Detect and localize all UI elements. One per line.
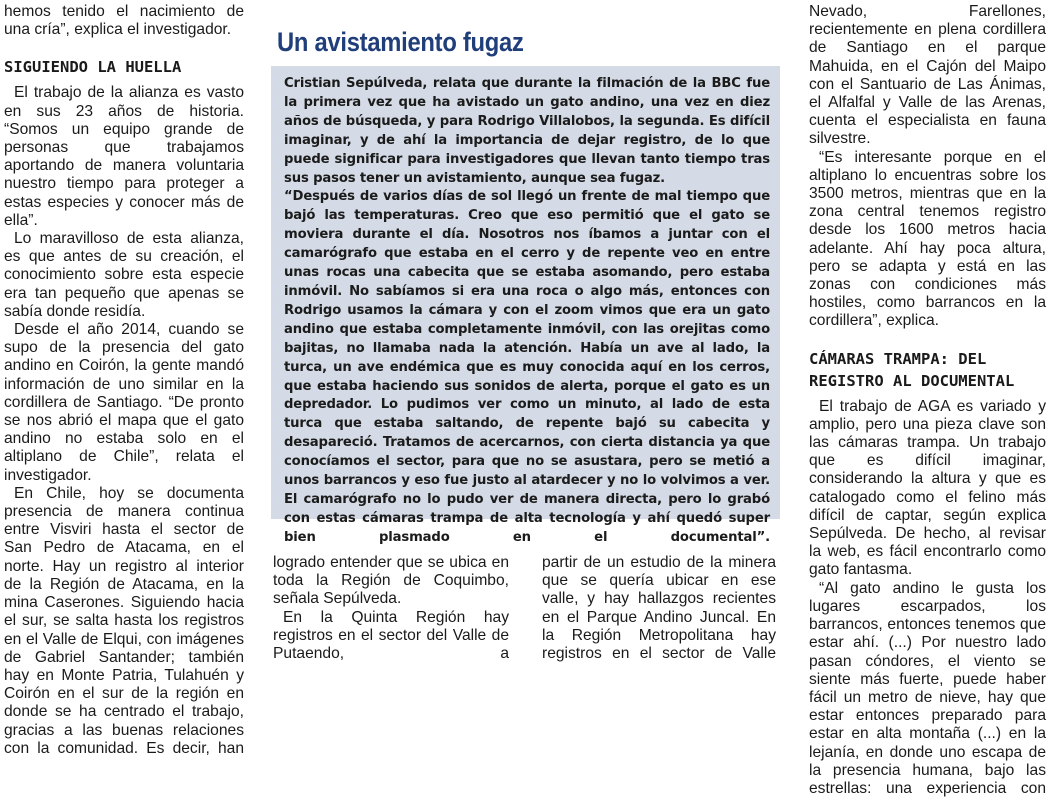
column4-paragraph-3: “Al gato andino le gusta los lugares escarpados, los barrancos, entonces tenemos que estar ahí. (...) Por nuestro lado pasan cóndores, el viento se siente más fuerte, puede haber fácil un metro de nieve, hay que estar entonces preparado para estar en alta montaña (...) en la lejanía, en donde uno escapa de la presencia humana, bajo las estrellas: una experiencia con (809, 579, 1046, 797)
column4-paragraph-continued: Nevado, Farellones, recientemente en plena cordillera de Santiago en el parque Mahuida, en el Cajón del Maipo con el Santuario de Las Ánimas, el Alfalfal y Valle de las Arenas, cuenta el especialista en fauna silvestre. (809, 3, 1046, 148)
article-column-1 (4, 3, 244, 758)
column1-paragraph-2: Lo maravilloso de esta alianza, es que antes de su creación, el conocimiento sobre esta especie era tan pequeño que apenas se sabía donde residía. (4, 230, 244, 320)
column1-paragraph-4: En Chile, hoy se documenta presencia de manera continua entre Visviri hasta el sector de San Pedro de Atacama, en el norte. Hay un registro al interior de la Región de Atacama, en la mina Caserones. Siguiendo hacia el sur, se salta hasta los registros en el Valle de Elqui, con imágenes de Gabriel Santander; también hay en Monte Patria, Tulahuén y Coirón en el sur de la región en donde se ha centrado el trabajo, gracias a las buenas relaciones con la comunidad. Es decir, han (4, 484, 244, 757)
column1-paragraph-continued: hemos tenido el nacimiento de una cría”, explica el investigador. (4, 3, 244, 39)
column4-paragraph-2: El trabajo de AGA es variado y amplio, pero una pieza clave son las cámaras trampa. Un trabajo que es difícil imaginar, considerando la altura y que es catalogado como el felino más difícil de captar, según explica Sepúlveda. De hecho, al revisar la web, es fácil encontrarlo como gato fantasma. (809, 397, 1046, 579)
subheading-siguiendo-la-huella: SIGUIENDO LA HUELLA (4, 58, 182, 77)
sidebar-quote-paragraph: “Después de varios días de sol llegó un frente de mal tiempo que bajó las temperaturas. Creo que eso permitió que el gato se moviera durante el día. Nosotros nos íbamos a juntar con el camarógrafo que estaba en el cerro y de repente veo en entre unas rocas una cabecita que se estaba asomando, pero estaba inmóvil. No sabíamos si era una roca o algo más, entonces con Rodrigo usamos la cámara y con el zoom vimos que era un gato andino que estaba completamente inmóvil, con las orejitas como bajitas, no llamaba nada la atención. Había un ave al lado, la turca, un ave endémica que es muy conocida aquí en los cerros, que estaba haciendo sus sonidos de alerta, porque el gato es un depredador. Lo pudimos ver como un minuto, al lado de esta turca que estaba saltando, de repente bajó su cabecita y desapareció. Tratamos de acercarnos, con cierta distancia ya que conocíamos el sector, para que no se asustara, pero se metió a unos barrancos y eso fue justo al atardecer y no lo volvimos a ver. El camarógrafo no lo pudo ver de manera directa, pero lo grabó con estas cámaras trampa de alta tecnología y ahí quedó super bien plasmado en el documental”. (284, 189, 770, 545)
sidebar-paragraph-1: Cristian Sepúlveda, relata que durante la filmación de la BBC fue la primera vez que ha avistado un gato andino, una vez en diez años de búsqueda, y para Rodrigo Villalobos, la segunda. Es difícil imaginar, y de ahí la importancia de dejar registro, de lo que puede significar para investigadores que llevan tanto tiempo tras sus pasos tener un avistamiento, aunque sea fugaz. (284, 76, 770, 186)
column3-paragraph-1: partir de un estudio de la minera que se quería ubicar en ese valle, y hay hallazgos recientes en el Parque Andino Juncal. En la Región Metropolitana hay registros en el sector de Valle (542, 554, 776, 663)
article-column-4 (809, 3, 1046, 798)
article-column-3 (542, 554, 776, 663)
subheading-camaras-trampa: CÁMARAS TRAMPA: DEL REGISTRO AL DOCUMENTAL (809, 349, 1015, 390)
column1-paragraph-1: El trabajo de la alianza es vasto en sus 23 años de historia. “Somos un equipo grande de personas que trabajamos aportando de manera voluntaria nuestro tiempo para proteger a estas especies y conocer más de ella”. (4, 84, 244, 229)
column4-paragraph-1: “Es interesante porque en el altiplano lo encuentras sobre los 3500 metros, mientras que en la zona central tenemos registro desde los 1600 metros hacia adelante. Ahí hay poca altura, pero se adapta y está en las zonas con condiciones más hostiles, como barrancos en la cordillera”, explica. (809, 148, 1046, 330)
article-column-2 (273, 554, 509, 663)
sidebar-box (271, 66, 780, 545)
column2-paragraph-2: En la Quinta Región hay registros en el sector del Valle de Putaendo, a (273, 608, 509, 663)
sidebar-title: Un avistamiento fugaz (277, 27, 524, 57)
column1-paragraph-3: Desde el año 2014, cuando se supo de la presencia del gato andino en Coirón, la gente mandó información de uno similar en la cordillera de Santiago. “De pronto se nos abrió el mapa que el gato andino no estaba solo en el altiplano de Chile”, relata el investigador. (4, 321, 244, 484)
column2-paragraph-1: logrado entender que se ubica en toda la Región de Coquimbo, señala Sepúlveda. (273, 554, 509, 608)
